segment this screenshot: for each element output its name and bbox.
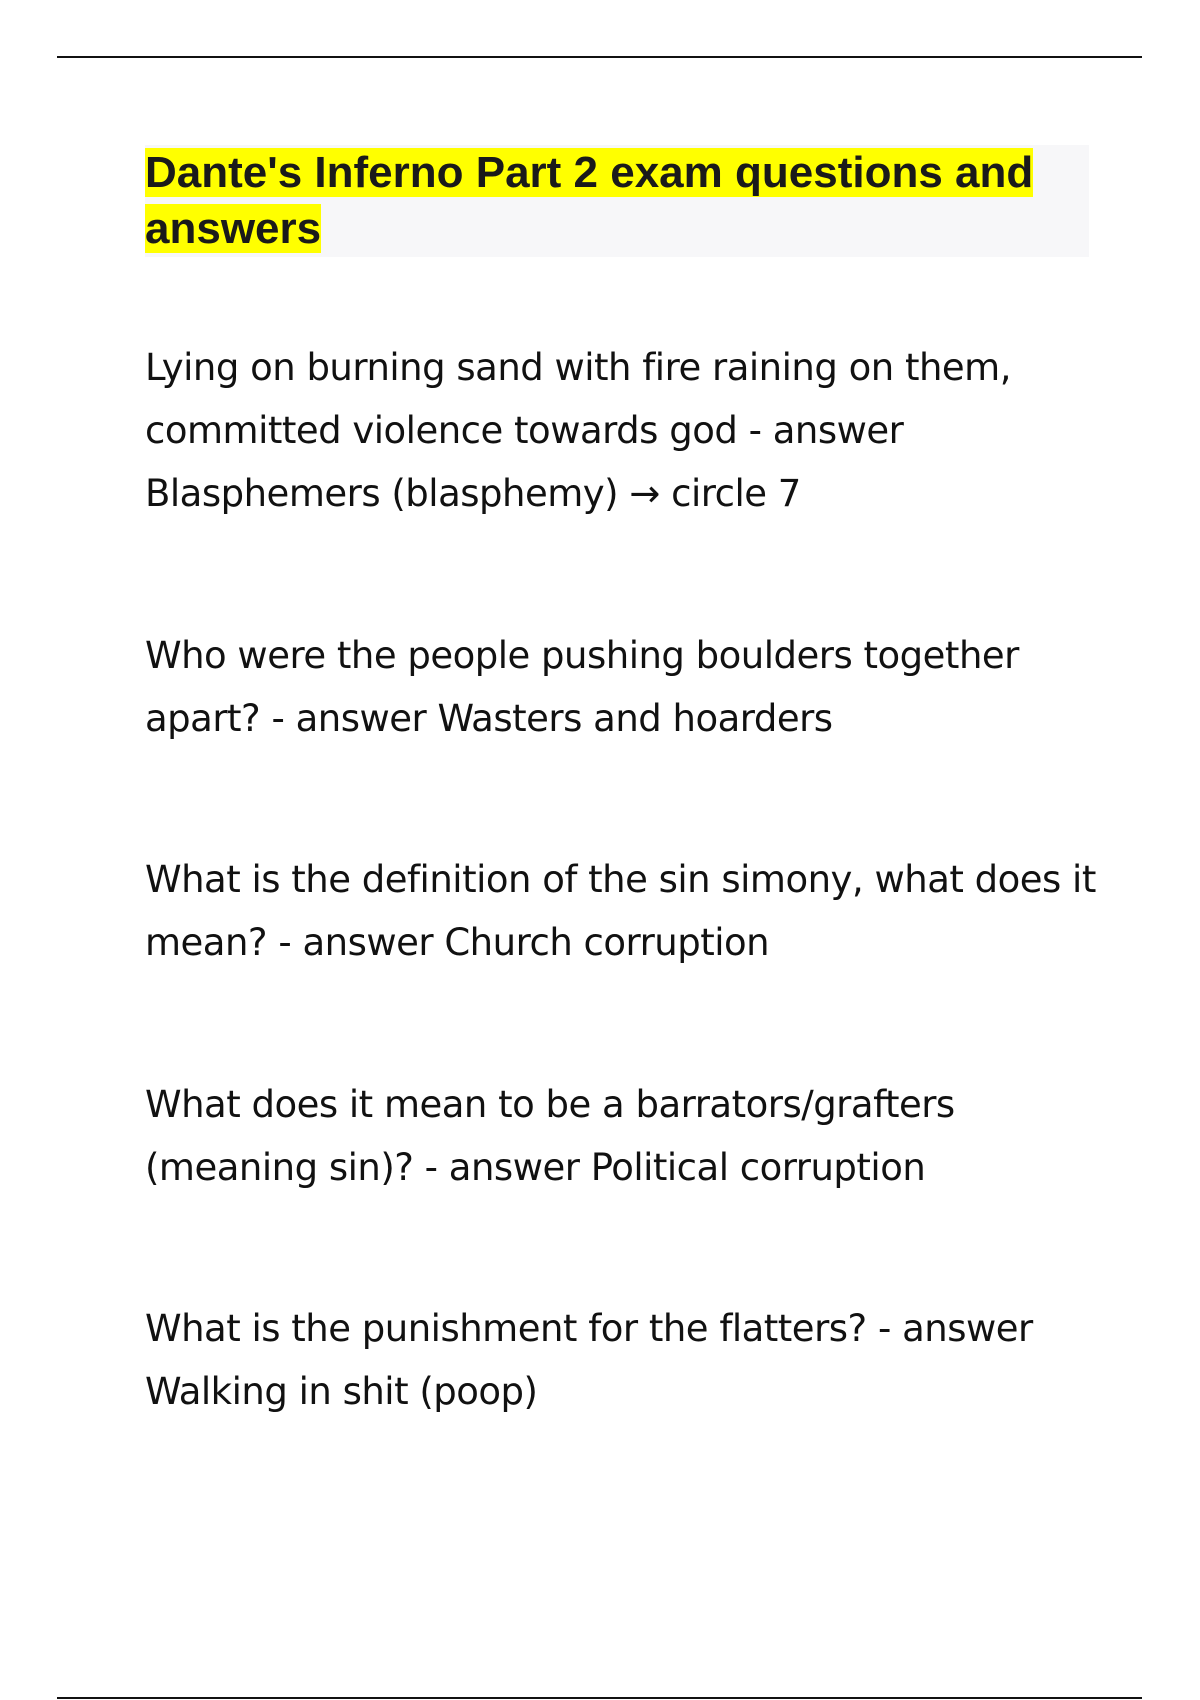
qa-item-simony: What is the definition of the sin simony, what does it mean? - answer Church corruption [145, 858, 1096, 964]
top-rule [57, 56, 1142, 58]
title-block [145, 145, 1089, 257]
qa-item-flatterers: What is the punishment for the flatters? - answer Walking in shit (poop) [145, 1307, 1033, 1413]
document-title [145, 145, 1089, 257]
qa-item-barrators: What does it mean to be a barrators/grafters (meaning sin)? - answer Political corruption [145, 1083, 955, 1189]
qa-item-wasters-hoarders: Who were the people pushing boulders together apart? - answer Wasters and hoarders [145, 634, 1019, 740]
document-title-highlight: Dante's Inferno Part 2 exam questions and answers [145, 148, 1034, 253]
bottom-rule [57, 1697, 1142, 1699]
qa-item-blasphemers: Lying on burning sand with fire raining on them, committed violence towards god - answer Blasphemers (blasphemy) → circle 7 [145, 346, 1011, 515]
